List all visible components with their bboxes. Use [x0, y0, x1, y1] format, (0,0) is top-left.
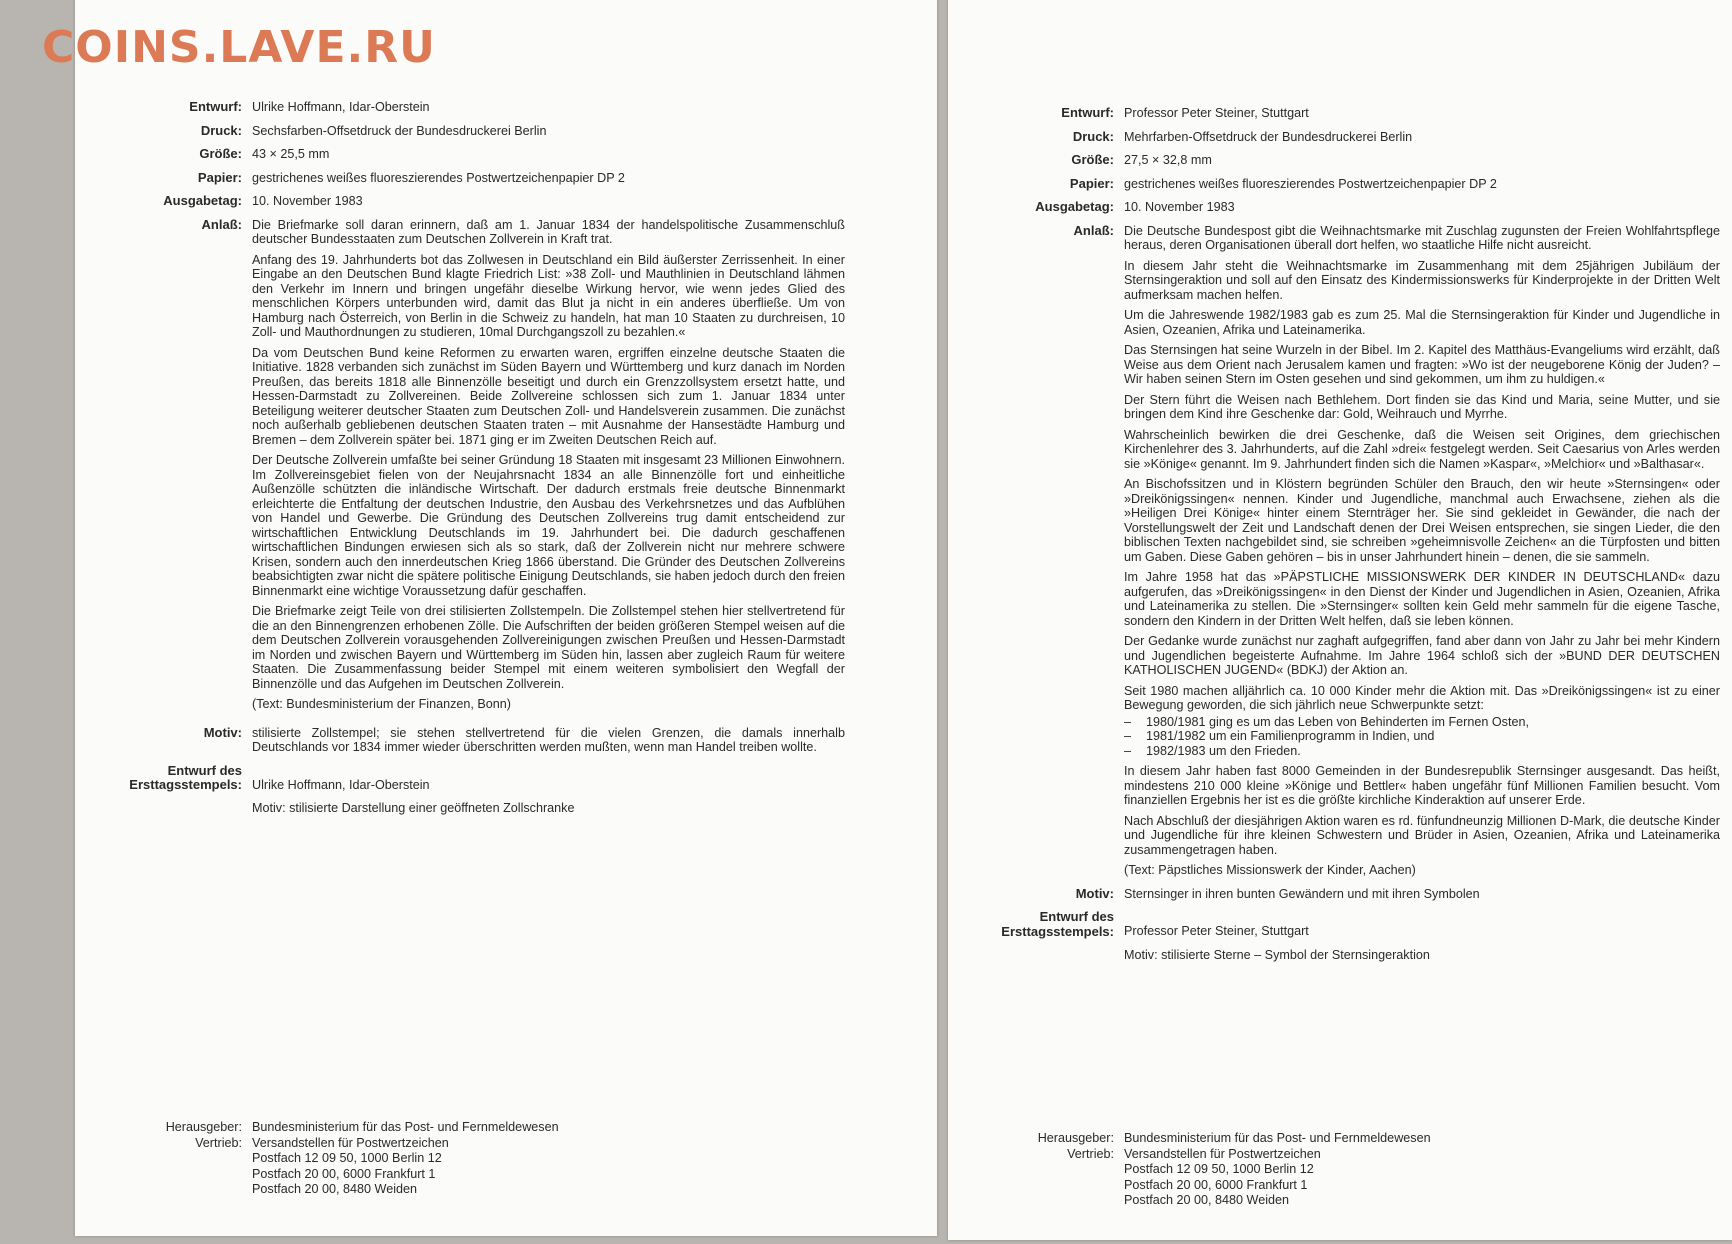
anlass-paragraph: In diesem Jahr haben fast 8000 Gemeinden in der Bundesrepublik Sternsinger ausgesandt. Das heißt, mindestens 210 000 kleine »Könige und Bettler« haben ungefähr fünf Millionen Familien besucht. Vom finanziellen Ergebnis her ist es die größte kirchliche Kinderaktion auf unserer Erde.: [1124, 764, 1720, 807]
anlass-label: Anlaß:: [1073, 222, 1114, 238]
publisher-line: Bundesministerium für das Post- und Fernmeldewesen: [1124, 1131, 1431, 1145]
groesse-label: Größe:: [199, 146, 242, 161]
ersttagsstempel-label: Entwurf des Ersttagsstempels:: [1001, 909, 1114, 939]
left-info-column: [75, 100, 845, 825]
groesse-value: 27,5 × 32,8 mm: [1124, 153, 1212, 167]
list-item: [1124, 744, 1720, 759]
entwurf-value: Professor Peter Steiner, Stuttgart: [1124, 106, 1309, 120]
ersttagsstempel-entwurf: Ulrike Hoffmann, Idar-Oberstein: [252, 777, 430, 792]
anlass-paragraph: Die Briefmarke soll daran erinnern, daß am 1. Januar 1834 der handelspolitische Zusammenschluß deutscher Bundesstaaten zum Deutschen Zollverein in Kraft trat.: [252, 217, 845, 246]
ausgabetag-label: Ausgabetag:: [163, 193, 242, 208]
ersttagsstempel-row: [75, 764, 845, 816]
entwurf-value: Ulrike Hoffmann, Idar-Oberstein: [252, 100, 430, 114]
motiv-row: [75, 726, 845, 755]
ersttagsstempel-value: [1124, 910, 1720, 962]
site-watermark: COINS.LAVE.RU: [42, 22, 436, 73]
left-publisher-block: [75, 1120, 559, 1198]
list-item-text: 1981/1982 um ein Familienprogramm in Indien, und: [1146, 729, 1435, 743]
publisher-line: Postfach 12 09 50, 1000 Berlin 12: [1124, 1162, 1314, 1176]
motiv-row: [948, 887, 1720, 902]
papier-label: Papier:: [197, 169, 242, 185]
text-source: (Text: Päpstliches Missionswerk der Kinder, Aachen): [1124, 863, 1416, 877]
publisher-line: Postfach 20 00, 6000 Frankfurt 1: [1124, 1177, 1308, 1192]
anlass-paragraph: Der Stern führt die Weisen nach Bethlehem. Dort finden sie das Kind und Maria, seine Mutter, und sie bringen dem Kind ihre Geschenke dar: Gold, Weihrauch und Myrrhe.: [1124, 392, 1720, 421]
papier-value: gestrichenes weißes fluoreszierendes Postwertzeichenpapier DP 2: [1124, 176, 1497, 191]
anlass-paragraph: Anfang des 19. Jahrhunderts bot das Zollwesen in Deutschland ein Bild äußerster Zerrissenheit. In einer Eingabe an den Deutschen Bund klagte Friedrich List: »38 Zoll- und Mauthlinien in Deutschland lähmen den Verkehr im Innern und bringen ungefähr dieselbe Wirkung hervor, wie wenn jedes Glied des menschlichen Körpers unterbunden wird, damit das Blut ja nicht in ein anderes überfließe. Um von Hamburg nach Österreich, von Berlin in die Schweiz zu handeln, hat man 10 Staaten zu durchreisen, 10 Zoll- und Mauthordnungen zu studieren, 10mal Durchgangszoll zu bezahlen.«: [252, 252, 845, 339]
ersttagsstempel-row: [948, 910, 1720, 962]
motiv-label: Motiv:: [203, 724, 242, 740]
anlass-paragraph: Um die Jahreswende 1982/1983 gab es zum 25. Mal die Sternsingeraktion für Kinder und Jugendliche in Asien, Ozeanien, Afrika und Lateinamerika.: [1124, 308, 1720, 337]
groesse-row: [75, 147, 845, 162]
publisher-labels: [948, 1131, 1124, 1209]
druck-row: [75, 124, 845, 139]
anlass-paragraph: Der Gedanke wurde zunächst nur zaghaft aufgegriffen, fand aber dann von Jahr zu Jahr bei mehr Kindern und Jugendlichen begeisterte Aufnahme. Im Jahre 1964 schloß sich der »BUND DER DEUTSCHEN KATHOLISCHEN JUGEND« (BDKJ) der Aktion an.: [1124, 634, 1720, 677]
anlass-label: Anlaß:: [201, 216, 242, 232]
anlass-row: [948, 224, 1720, 878]
anlass-text: [252, 218, 845, 712]
anlass-paragraph: Die Deutsche Bundespost gibt die Weihnachtsmarke mit Zuschlag zugunsten der Freien Wohlfahrtspflege heraus, deren Organisationen überall dort helfen, wo staatliche Hilfe nicht ausreicht.: [1124, 223, 1720, 252]
druck-value: Mehrfarben-Offsetdruck der Bundesdruckerei Berlin: [1124, 129, 1413, 144]
publisher-line: Postfach 20 00, 8480 Weiden: [1124, 1193, 1290, 1207]
publisher-line: Postfach 12 09 50, 1000 Berlin 12: [252, 1151, 442, 1165]
dash-bullet: –: [1124, 743, 1132, 758]
left-sheet: [75, 0, 937, 1236]
list-item-text: 1982/1983 um den Frieden.: [1146, 743, 1301, 758]
anlass-paragraph: Da vom Deutschen Bund keine Reformen zu erwarten waren, ergriffen einzelne deutsche Staaten die Initiative. 1828 verbanden sich zunächst im Süden Bayern und Württemberg und kurz danach im Norden Preußen, das bereits 1818 alle Binnenzölle beseitigt und durch ein Grenzzollsystem ersetzt hatte, und Hessen-Darmstadt zu Zollvereinen. Beide Zollvereine schlossen sich zum 1. Januar 1834 unter Beteiligung weiterer deutscher Staaten zum Deutschen Zoll- und Handelsverein zusammen. Die zunächst noch außerhalb gebliebenen deutschen Staaten traten – mit Ausnahme der Hansestädte Hamburg und Bremen – dem Zollverein später bei. 1871 ging er im Zweiten Deutschen Reich auf.: [252, 345, 845, 447]
ausgabetag-label: Ausgabetag:: [1035, 199, 1114, 214]
ausgabetag-value: 10. November 1983: [252, 194, 363, 208]
druck-label: Druck:: [1072, 128, 1114, 144]
anlass-paragraph: In diesem Jahr steht die Weihnachtsmarke im Zusammenhang mit dem 25jährigen Jubiläum der Sternsingeraktion und soll auf den Einsatz des Kindermissionswerks für Kinderprojekte in der Dritten Welt aufmerksam machen helfen.: [1124, 258, 1720, 302]
anlass-paragraph: Wahrscheinlich bewirken die drei Geschenke, daß die Weisen seit Origines, dem griechischen Kirchenlehrer des 3. Jahrhunderts, auf die Zahl »drei« festgelegt werden. Seit Caesarius von Arles werden sie »Könige« genannt. Im 9. Jahrhundert finden sich die Namen »Kaspar«, »Melchior« und »Balthasar«.: [1124, 427, 1720, 471]
right-sheet: [948, 0, 1732, 1240]
anlass-paragraph: Das Sternsingen hat seine Wurzeln in der Bibel. Im 2. Kapitel des Matthäus-Evangeliums wird erzählt, daß Weise aus dem Orient nach Jerusalem kamen und fragten: »Wo ist der neugeborene König der Juden? – Wir haben seinen Stern im Osten gesehen und sind gekommen, um ihm zu huldigen.«: [1124, 343, 1720, 386]
publisher-line: Postfach 20 00, 8480 Weiden: [252, 1182, 418, 1196]
publisher-line: Postfach 20 00, 6000 Frankfurt 1: [252, 1166, 436, 1181]
right-publisher-block: [948, 1131, 1431, 1209]
ersttagsstempel-motiv: Motiv: stilisierte Sterne – Symbol der Sternsingeraktion: [1124, 947, 1430, 962]
ersttagsstempel-value: [252, 764, 845, 816]
vertrieb-label: Vertrieb:: [195, 1135, 242, 1150]
entwurf-row: [948, 106, 1720, 121]
dash-bullet: –: [1124, 714, 1132, 729]
papier-label: Papier:: [1069, 175, 1114, 191]
anlass-paragraph: Nach Abschluß der diesjährigen Aktion waren es rd. fünfundneunzig Millionen D-Mark, die deutsche Kinder und Jugendliche für ihre kleinen Schwestern und Brüder in Asien, Ozeanien, Afrika und Lateinamerika zusammengetragen haben.: [1124, 813, 1720, 857]
list-item: [1124, 729, 1720, 744]
groesse-value: 43 × 25,5 mm: [252, 147, 330, 161]
dash-bullet: –: [1124, 729, 1132, 743]
entwurf-row: [75, 100, 845, 115]
papier-row: [75, 171, 845, 186]
anlass-paragraph: Seit 1980 machen alljährlich ca. 10 000 Kinder mehr die Aktion mit. Das »Dreikönigssingen« ist zu einer Bewegung geworden, die sich jährlich neue Schwerpunkte setzt:: [1124, 683, 1720, 712]
anlass-row: [75, 218, 845, 712]
papier-row: [948, 177, 1720, 192]
motiv-value: Sternsinger in ihren bunten Gewändern und mit ihren Symbolen: [1124, 886, 1480, 901]
motiv-value: stilisierte Zollstempel; sie stehen stellvertretend für die vielen Grenzen, die damals innerhalb Deutschlands vor 1834 immer wieder überschritten werden mußten, wenn man Handel treiben wollte.: [252, 725, 845, 754]
list-item: [1124, 715, 1720, 730]
anlass-paragraph: Der Deutsche Zollverein umfaßte bei seiner Gründung 18 Staaten mit insgesamt 23 Millionen Einwohnern. Im Zollvereinsgebiet fielen von der Neujahrsnacht 1834 an alle Binnenzölle fort und einheitliche Außenzölle schützten die inländische Wirtschaft. Der dadurch erstmals freie deutsche Binnenmarkt erleichterte die Entfaltung der deutschen Industrie, den Ausbau des Verkehrsnetzes und das Aufblühen von Handel und Gewerbe. Die Gründung des Deutschen Zollvereins trug damit entscheidend zur wirtschaftlichen Entwicklung Deutschlands im 19. Jahrhundert bei. Die dadurch geschaffenen wirtschaftlichen Bindungen erwiesen sich als so stark, daß der Zollverein nicht nur mehrere schwere Krisen, sondern auch den innerdeutschen Krieg 1866 überstand. Die Gründer des Deutschen Zollvereins beabsichtigten zwar nicht die spätere politische Einigung Deutschlands, sie haben jedoch durch den freien Binnenmarkt eine wichtige Voraussetzung dafür geschaffen.: [252, 453, 845, 598]
schwerpunkte-list: [1124, 715, 1720, 759]
anlass-text: [1124, 224, 1720, 878]
anlass-paragraph: Im Jahre 1958 hat das »PÄPSTLICHE MISSIONSWERK DER KINDER IN DEUTSCHLAND« dazu aufgerufen, das »Dreikönigssingen« in den Dienst der Kinder und Jugendlichen in Asien, Ozeanien, Afrika und Lateinamerika zu stellen. Die »Sternsinger« sollten kein Geld mehr sammeln für die eigene Tasche, sondern den Kindern in der Dritten Welt helfen, daß sie leben können.: [1124, 570, 1720, 628]
entwurf-label: Entwurf:: [189, 99, 242, 114]
ausgabetag-value: 10. November 1983: [1124, 200, 1235, 214]
text-source: (Text: Bundesministerium der Finanzen, Bonn): [252, 697, 511, 711]
groesse-label: Größe:: [1071, 152, 1114, 167]
ersttagsstempel-motiv: Motiv: stilisierte Darstellung einer geöffneten Zollschranke: [252, 801, 575, 815]
anlass-paragraph: An Bischofssitzen und in Klöstern begründen Schüler den Brauch, den wir heute »Sternsingen« oder »Dreikönigssingen« nennen. Kinder und Jugendliche, manchmal auch Erwachsene, ziehen als die »Heiligen Drei Könige« hinter einem Sternträger her. Sie sind gekleidet in Gewänder, die nach der Vorstellungswelt der Zeit und Landschaft denen der Drei Weisen entsprechen, sie singen Lieder, die den biblischen Texten nachgebildet sind, sie schreiben »geheimnisvolle Zeichen« an die Türpfosten und bitten um Gaben. Diese Gaben gehören – bis in unser Jahrhundert hinein – denen, die sie sammeln.: [1124, 477, 1720, 564]
publisher-lines: [252, 1120, 559, 1198]
druck-row: [948, 130, 1720, 145]
ersttagsstempel-entwurf: Professor Peter Steiner, Stuttgart: [1124, 924, 1309, 938]
list-item-text: 1980/1981 ging es um das Leben von Behinderten im Fernen Osten,: [1146, 714, 1529, 729]
publisher-line: Versandstellen für Postwertzeichen: [1124, 1146, 1321, 1161]
vertrieb-label: Vertrieb:: [1067, 1146, 1114, 1161]
papier-value: gestrichenes weißes fluoreszierendes Postwertzeichenpapier DP 2: [252, 170, 625, 185]
publisher-line: Bundesministerium für das Post- und Fernmeldewesen: [252, 1120, 559, 1134]
druck-label: Druck:: [200, 122, 242, 138]
right-info-column: [948, 106, 1720, 971]
publisher-line: Versandstellen für Postwertzeichen: [252, 1135, 449, 1150]
motiv-label: Motiv:: [1075, 885, 1114, 901]
herausgeber-label: Herausgeber:: [1037, 1131, 1114, 1145]
ausgabetag-row: [948, 200, 1720, 215]
druck-value: Sechsfarben-Offsetdruck der Bundesdruckerei Berlin: [252, 123, 547, 138]
entwurf-label: Entwurf:: [1061, 105, 1114, 120]
herausgeber-label: Herausgeber:: [165, 1120, 242, 1134]
ersttagsstempel-label: Entwurf des Ersttagsstempels:: [129, 762, 242, 792]
groesse-row: [948, 153, 1720, 168]
publisher-labels: [75, 1120, 252, 1198]
anlass-paragraph: Die Briefmarke zeigt Teile von drei stilisierten Zollstempeln. Die Zollstempel stehen hier stellvertretend für die an den Binnengrenzen erhobenen Zölle. Die Aufschriften der beiden größeren Stempel weisen auf die dem Deutschen Zollverein vorausgehenden Zollvereinigungen zwischen Preußen und Hessen-Darmstadt im Norden und zwischen Bayern und Württemberg im Süden hin, lassen aber zugleich Raum für weitere Staaten. Die Zusammenfassung beider Stempel mit einem weiteren symbolisiert den Wegfall der Binnenzölle und das Aufgehen im Deutschen Zollverein.: [252, 604, 845, 691]
ausgabetag-row: [75, 194, 845, 209]
publisher-lines: [1124, 1131, 1431, 1209]
